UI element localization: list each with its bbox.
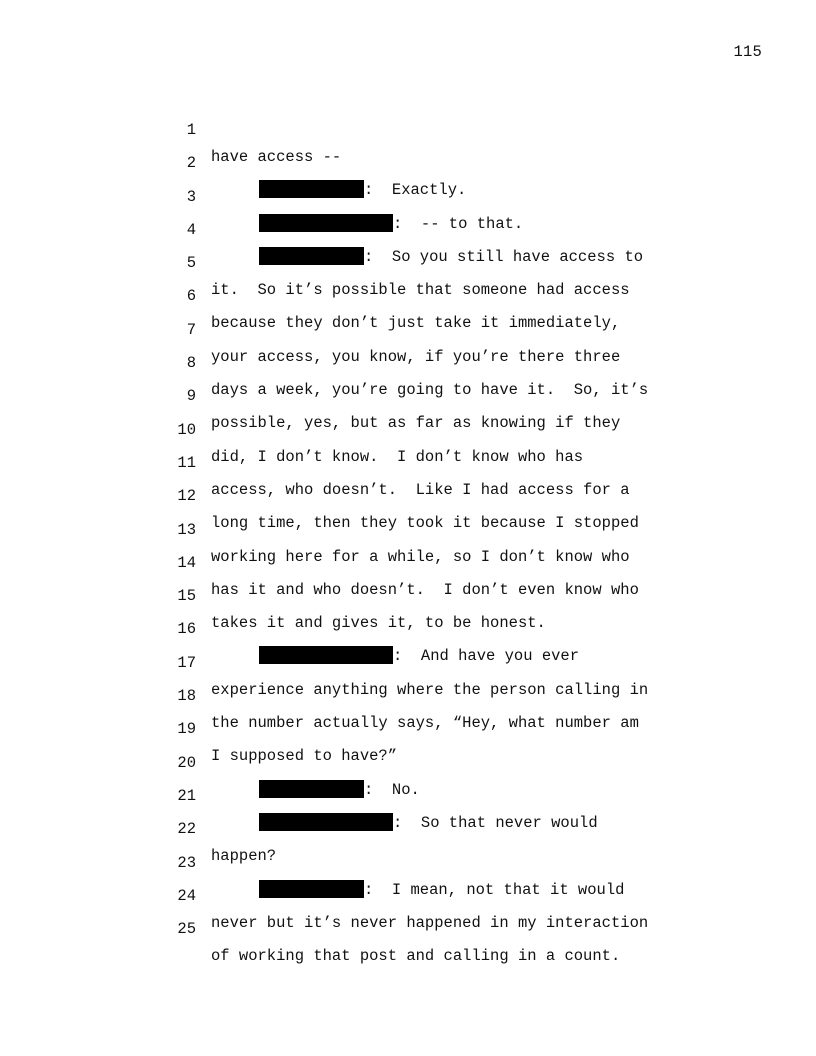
line-number: 8 bbox=[186, 354, 196, 373]
line-number: 6 bbox=[186, 287, 196, 306]
page-number: 115 bbox=[733, 43, 762, 61]
line-text: it. So it’s possible that someone had access bbox=[211, 281, 630, 300]
line-text: : And have you ever bbox=[393, 647, 580, 666]
line-text: because they don’t just take it immediately, bbox=[211, 314, 621, 333]
line-text: experience anything where the person calling in bbox=[211, 680, 649, 699]
line-number: 7 bbox=[186, 320, 196, 339]
line-number: 21 bbox=[177, 786, 196, 805]
line-number: 12 bbox=[177, 487, 196, 506]
line-text: did, I don’t know. I don’t know who has bbox=[211, 447, 584, 466]
line-text: have access -- bbox=[211, 148, 342, 166]
line-text: of working that post and calling in a count. bbox=[211, 947, 621, 966]
line-number: 13 bbox=[177, 520, 196, 539]
line-number: 18 bbox=[177, 687, 196, 706]
line-text: possible, yes, but as far as knowing if they bbox=[211, 414, 621, 433]
line-number: 20 bbox=[177, 753, 196, 772]
transcript-line bbox=[0, 90, 816, 166]
line-text: days a week, you’re going to have it. So, it’s bbox=[211, 381, 649, 400]
line-number: 3 bbox=[186, 187, 196, 206]
line-text: your access, you know, if you’re there three bbox=[211, 347, 621, 366]
line-number: 2 bbox=[186, 154, 196, 173]
line-number: 14 bbox=[177, 553, 196, 572]
line-text: has it and who doesn’t. I don’t even know who bbox=[211, 580, 639, 599]
line-text: the number actually says, “Hey, what number am bbox=[211, 714, 639, 733]
line-number: 24 bbox=[177, 886, 196, 905]
line-text: happen? bbox=[211, 847, 277, 866]
line-text: : I mean, not that it would bbox=[364, 880, 625, 899]
line-number: 25 bbox=[177, 920, 196, 939]
line-text: never but it’s never happened in my interaction bbox=[211, 913, 649, 932]
line-number: 1 bbox=[186, 121, 196, 139]
line-number: 16 bbox=[177, 620, 196, 639]
line-text: : So you still have access to bbox=[364, 247, 644, 266]
line-text: : Exactly. bbox=[364, 181, 467, 200]
line-text: long time, then they took it because I stopped bbox=[211, 514, 639, 533]
line-number: 4 bbox=[186, 220, 196, 239]
line-number: 22 bbox=[177, 820, 196, 839]
line-number: 5 bbox=[186, 254, 196, 273]
line-text: : No. bbox=[364, 780, 420, 799]
line-text: access, who doesn’t. Like I had access for a bbox=[211, 480, 630, 499]
line-text: working here for a while, so I don’t know who bbox=[211, 547, 630, 566]
line-number: 19 bbox=[177, 720, 196, 739]
line-text: : So that never would bbox=[393, 813, 598, 832]
line-text: takes it and gives it, to be honest. bbox=[211, 614, 546, 633]
line-number: 23 bbox=[177, 853, 196, 872]
line-number: 17 bbox=[177, 653, 196, 672]
line-number: 9 bbox=[186, 387, 196, 406]
line-number: 10 bbox=[177, 420, 196, 439]
line-text: : -- to that. bbox=[393, 214, 524, 233]
line-number: 15 bbox=[177, 587, 196, 606]
transcript-body bbox=[0, 90, 816, 966]
line-number: 11 bbox=[177, 453, 196, 472]
line-text: I supposed to have?” bbox=[211, 747, 398, 766]
